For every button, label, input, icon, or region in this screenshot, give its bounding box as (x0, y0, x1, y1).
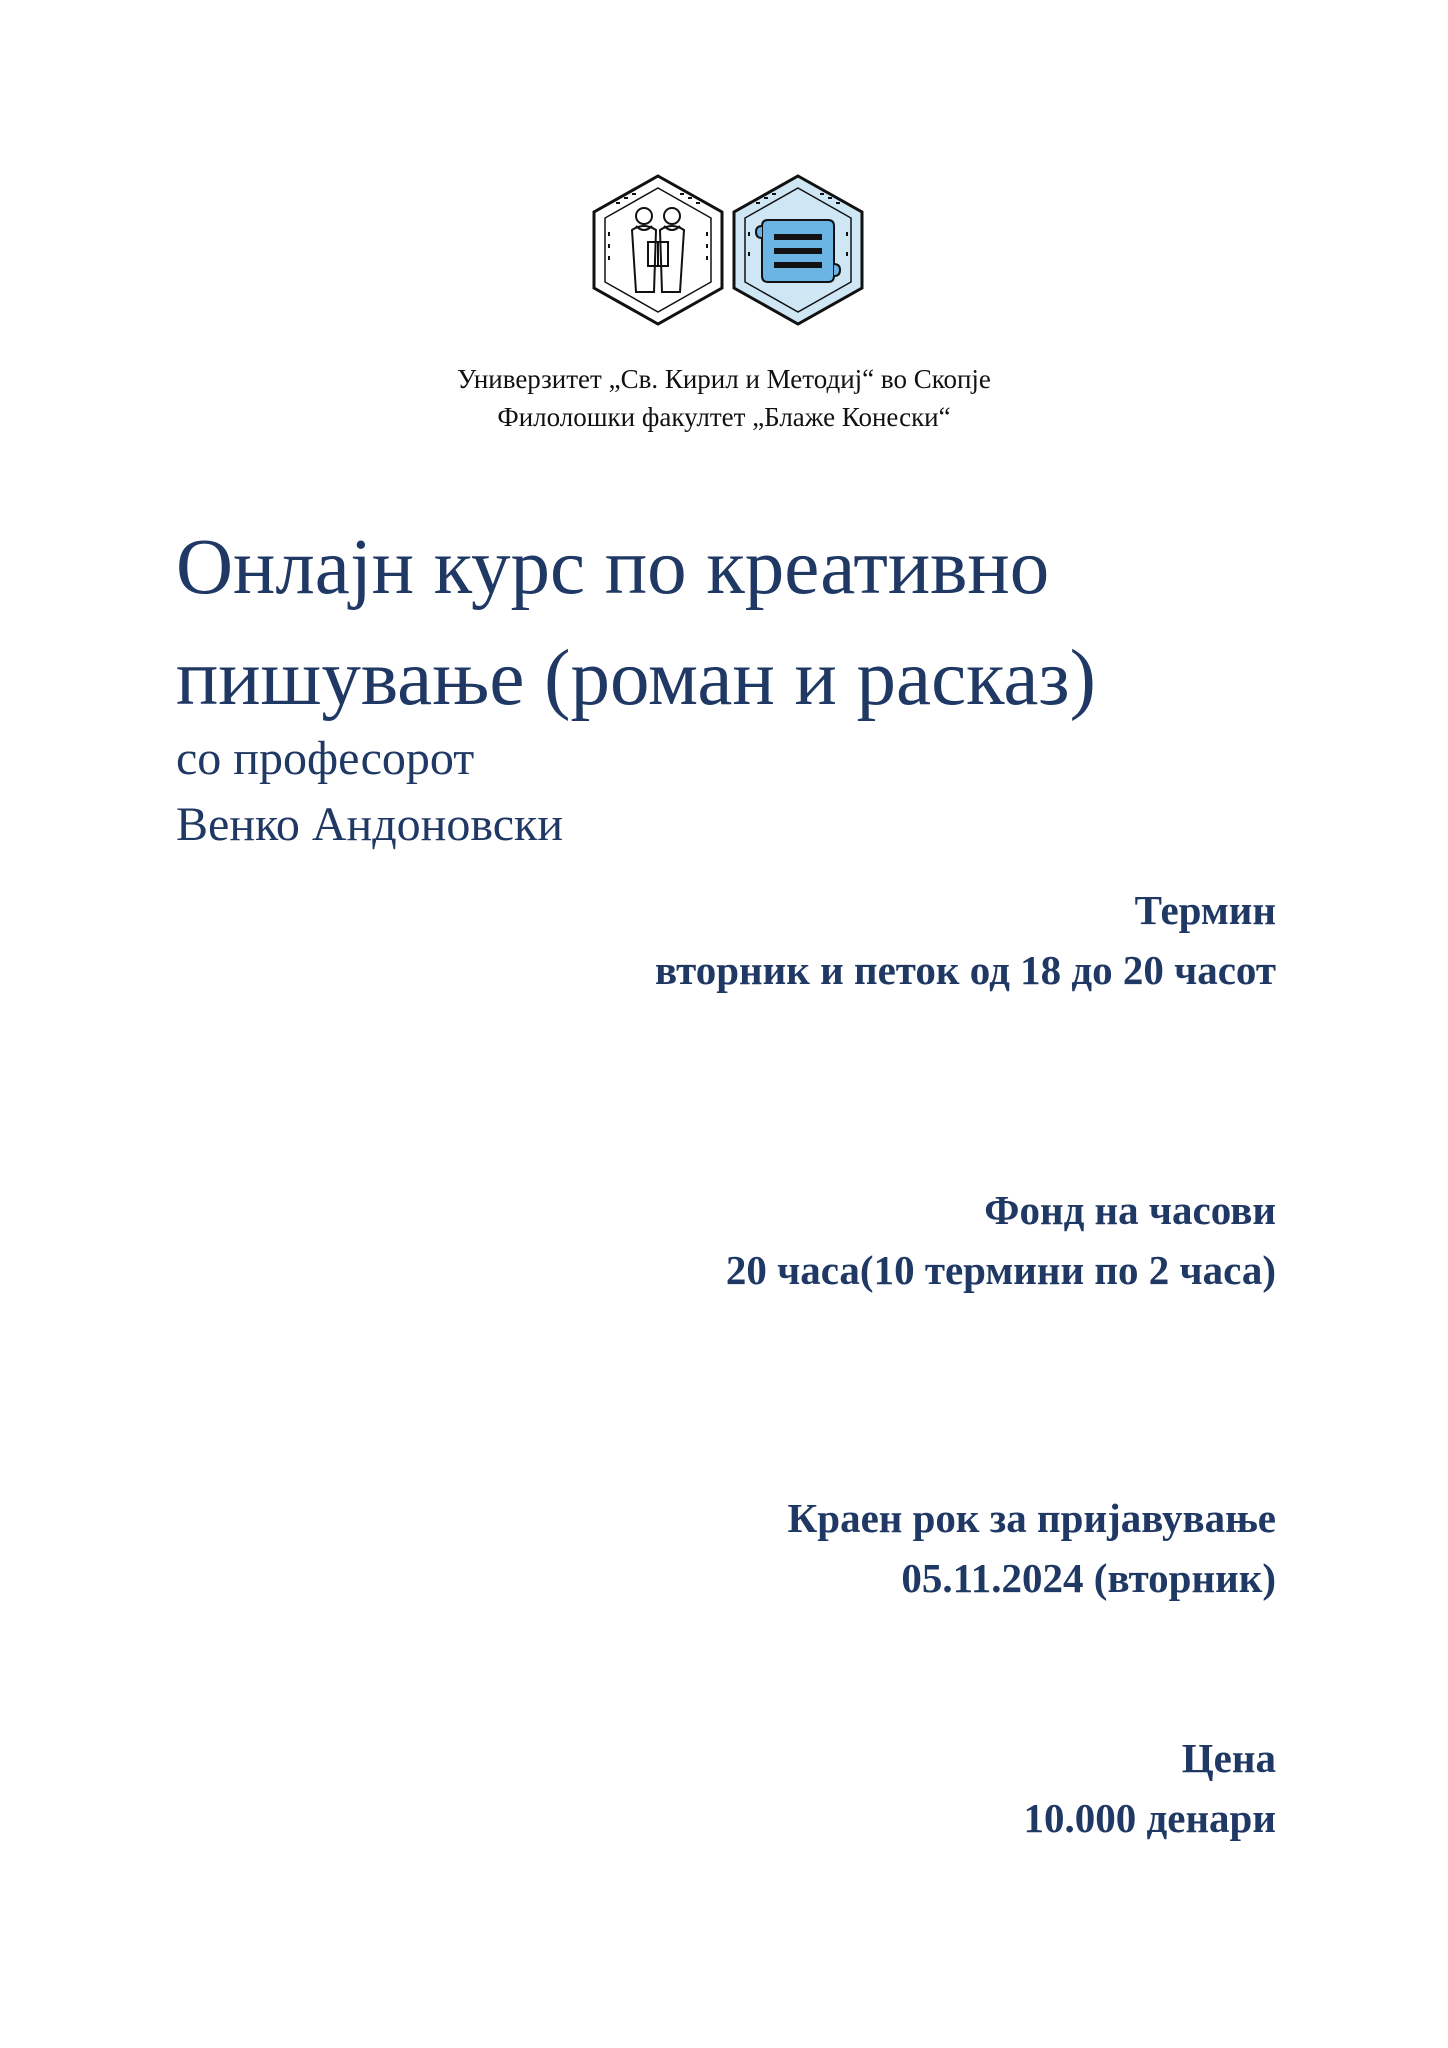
price-block (1024, 1728, 1277, 1848)
deadline-block (788, 1488, 1276, 1608)
schedule-value: вторник и петок од 18 до 20 часот (654, 947, 1276, 993)
faculty-name: Филолошки факултет „Блаже Конески“ (497, 402, 951, 432)
hours-block (726, 1180, 1276, 1300)
course-title-line-2: пишување (роман и расказ) (176, 635, 1096, 722)
faculty-seal-logo (734, 176, 862, 324)
price-label: Цена (1181, 1735, 1276, 1781)
university-name: Универзитет „Св. Кирил и Методиј“ во Скопје (457, 364, 991, 394)
deadline-label: Краен рок за пријавување (787, 1495, 1276, 1541)
university-logos (588, 172, 870, 332)
schedule-block (655, 880, 1276, 1000)
course-instructor (176, 726, 563, 858)
course-title (176, 512, 1326, 734)
scroll-icon (756, 220, 840, 282)
instructor-name: Венко Андоновски (176, 798, 564, 851)
logos-svg (588, 172, 870, 332)
course-title-line-1: Онлајн курс по креативно (176, 524, 1050, 611)
schedule-label: Термин (1134, 887, 1276, 933)
university-seal-logo (594, 176, 722, 324)
price-value: 10.000 денари (1023, 1795, 1276, 1841)
deadline-value: 05.11.2024 (вторник) (901, 1555, 1276, 1601)
hours-value: 20 часа(10 термини по 2 часа) (725, 1247, 1276, 1293)
institution-header (0, 360, 1448, 436)
instructor-intro: со професорот (176, 732, 475, 785)
hours-label: Фонд на часови (984, 1187, 1276, 1233)
